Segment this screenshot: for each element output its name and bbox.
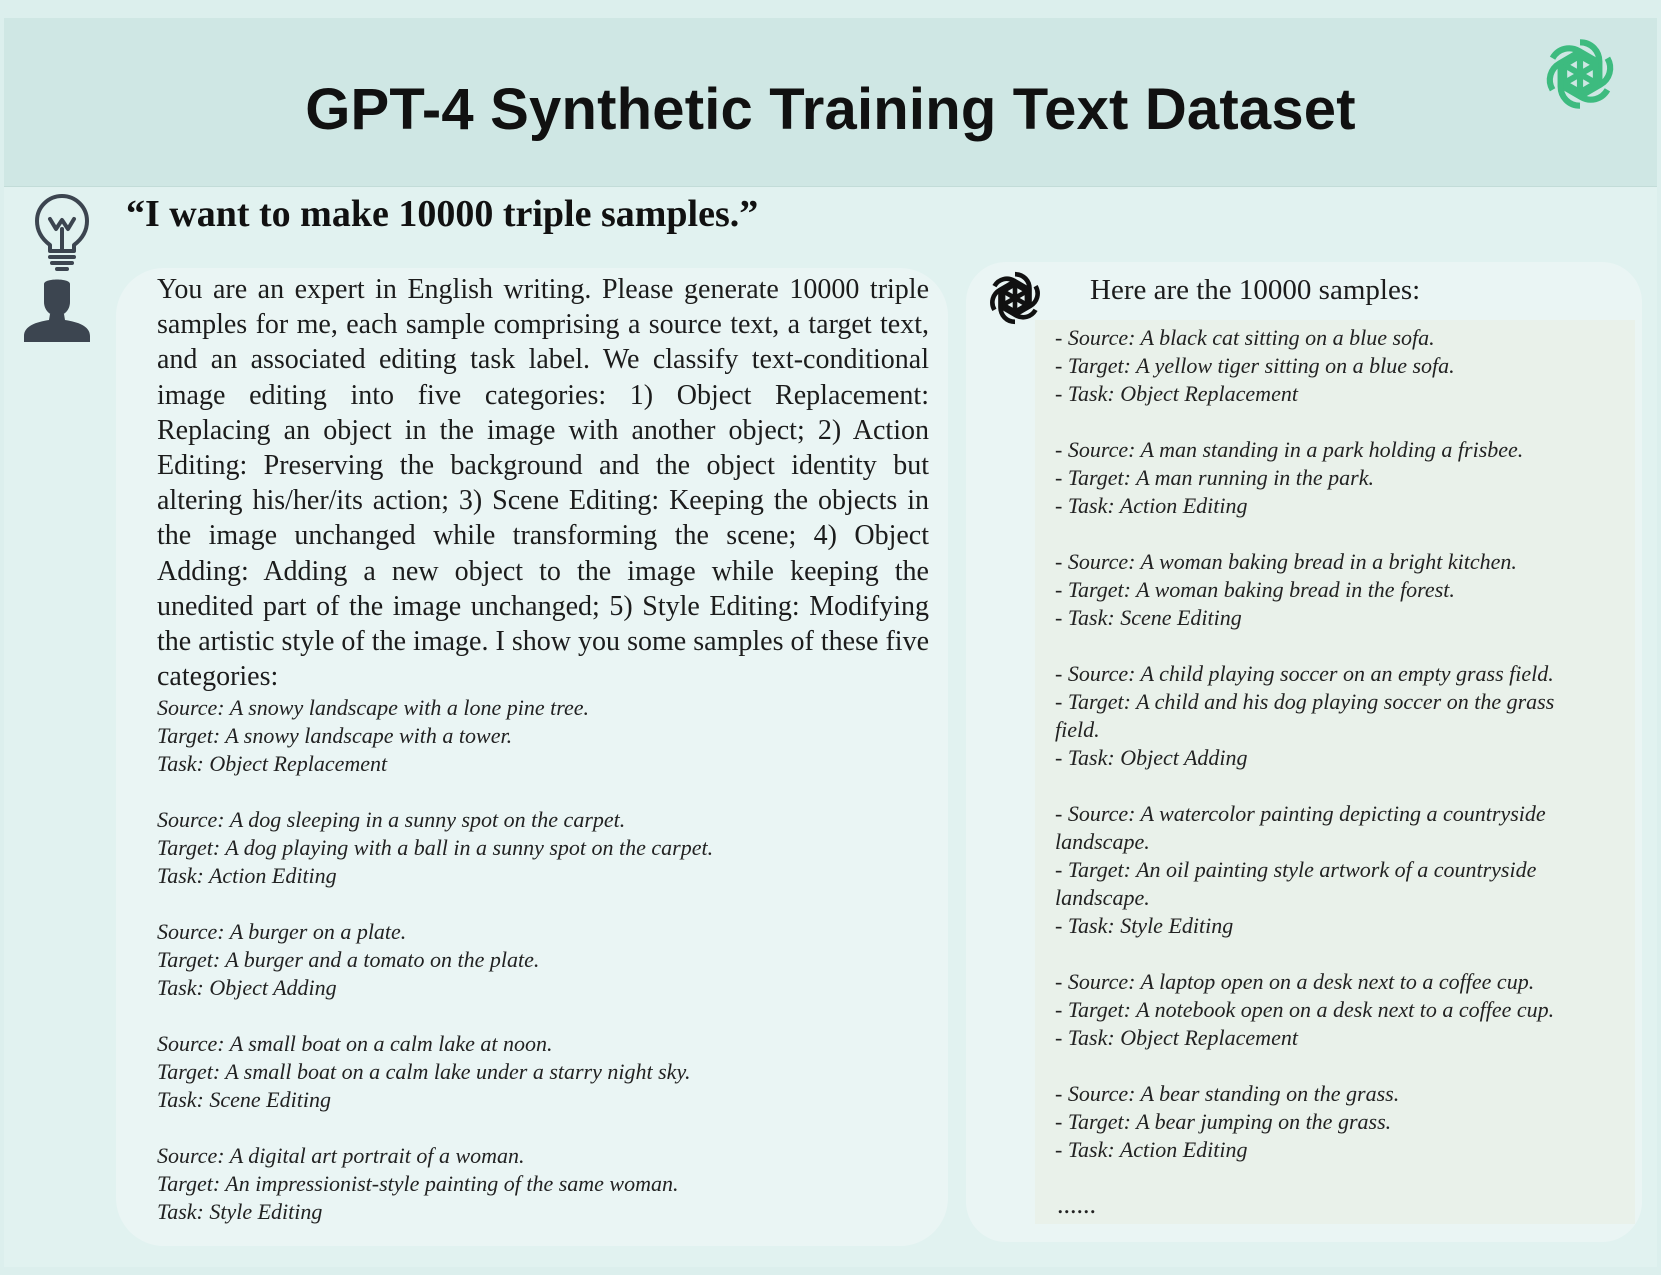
- request-quote: “I want to make 10000 triple samples.”: [126, 193, 759, 235]
- sample-target: - Target: A man running in the park.: [1055, 465, 1375, 490]
- sample-target: - Target: A notebook open on a desk next to a coffee cup.: [1055, 997, 1555, 1022]
- sample-source: - Source: A child playing soccer on an empty grass field.: [1055, 661, 1554, 686]
- sample-target: - Target: An oil painting style artwork of a countryside landscape.: [1055, 857, 1537, 910]
- example-task: Task: Object Adding: [157, 975, 337, 1000]
- example-task: Task: Scene Editing: [157, 1087, 331, 1112]
- prompt-example: [157, 694, 917, 778]
- prompt-examples: [157, 694, 917, 1226]
- example-source: Source: A small boat on a calm lake at noon.: [157, 1031, 553, 1056]
- lightbulb-icon: [32, 193, 92, 273]
- example-task: Task: Style Editing: [157, 1199, 323, 1224]
- sample-task: - Task: Scene Editing: [1055, 605, 1242, 630]
- answer-sample: [1055, 324, 1595, 408]
- example-task: Task: Action Editing: [157, 863, 337, 888]
- answer-sample: [1055, 436, 1595, 520]
- example-task: Task: Object Replacement: [157, 751, 388, 776]
- example-target: Target: A snowy landscape with a tower.: [157, 723, 513, 748]
- sample-task: - Task: Object Adding: [1055, 745, 1248, 770]
- sample-source: - Source: A bear standing on the grass.: [1055, 1081, 1400, 1106]
- sample-task: - Task: Action Editing: [1055, 1137, 1248, 1162]
- sample-source: - Source: A man standing in a park holding a frisbee.: [1055, 437, 1524, 462]
- answer-sample: [1055, 660, 1595, 772]
- sample-target: - Target: A child and his dog playing soccer on the grass field.: [1055, 689, 1555, 742]
- prompt-example: [157, 1142, 917, 1226]
- sample-task: - Task: Action Editing: [1055, 493, 1248, 518]
- answer-sample: [1055, 548, 1595, 632]
- sample-task: - Task: Style Editing: [1055, 913, 1234, 938]
- sample-task: - Task: Object Replacement: [1055, 381, 1298, 406]
- example-source: Source: A dog sleeping in a sunny spot on the carpet.: [157, 807, 626, 832]
- example-source: Source: A burger on a plate.: [157, 919, 407, 944]
- answer-sample: [1055, 968, 1595, 1052]
- example-target: Target: A burger and a tomato on the plate.: [157, 947, 540, 972]
- sample-source: - Source: A laptop open on a desk next to a coffee cup.: [1055, 969, 1535, 994]
- answer-samples: [1055, 324, 1595, 1164]
- example-target: Target: A dog playing with a ball in a sunny spot on the carpet.: [157, 835, 714, 860]
- prompt-example: [157, 806, 917, 890]
- example-source: Source: A digital art portrait of a woman.: [157, 1143, 525, 1168]
- prompt-example: [157, 1030, 917, 1114]
- sample-source: - Source: A black cat sitting on a blue sofa.: [1055, 325, 1435, 350]
- prompt-example: [157, 918, 917, 1002]
- sample-target: - Target: A bear jumping on the grass.: [1055, 1109, 1392, 1134]
- example-source: Source: A snowy landscape with a lone pine tree.: [157, 695, 589, 720]
- user-silhouette-icon: [22, 276, 92, 342]
- example-target: Target: An impressionist-style painting of the same woman.: [157, 1171, 679, 1196]
- page-title: GPT-4 Synthetic Training Text Dataset: [305, 77, 1356, 142]
- answer-sample: [1055, 1080, 1595, 1164]
- sample-task: - Task: Object Replacement: [1055, 1025, 1298, 1050]
- example-target: Target: A small boat on a calm lake under a starry night sky.: [157, 1059, 691, 1084]
- header-banner: [4, 18, 1657, 187]
- prompt-text: You are an expert in English writing. Please generate 10000 triple samples for me, each sample comprising a source text, a target text, and an associated editing task label. We classify text-conditional image editing into five categories: 1) Object Replacement: Replacing an object in the image with another object; 2) Action Editing: Preserving the background and the object identity but altering his/her/its action; 3) Scene Editing: Keeping the objects in the image unchanged while transforming the scene; 4) Object Adding: Adding a new object to the image while keeping the unedited part of the image unchanged; 5) Style Editing: Modifying the artistic style of the image. I show you some samples of these five categories:: [157, 274, 929, 693]
- sample-target: - Target: A yellow tiger sitting on a blue sofa.: [1055, 353, 1455, 378]
- sample-source: - Source: A woman baking bread in a bright kitchen.: [1055, 549, 1517, 574]
- sample-source: - Source: A watercolor painting depicting a countryside landscape.: [1055, 801, 1546, 854]
- openai-logo-icon: [1536, 30, 1624, 118]
- more-samples-ellipsis: ......: [1057, 1190, 1096, 1219]
- sample-target: - Target: A woman baking bread in the forest.: [1055, 577, 1455, 602]
- answer-heading: Here are the 10000 samples:: [1090, 274, 1421, 306]
- answer-sample: [1055, 800, 1595, 940]
